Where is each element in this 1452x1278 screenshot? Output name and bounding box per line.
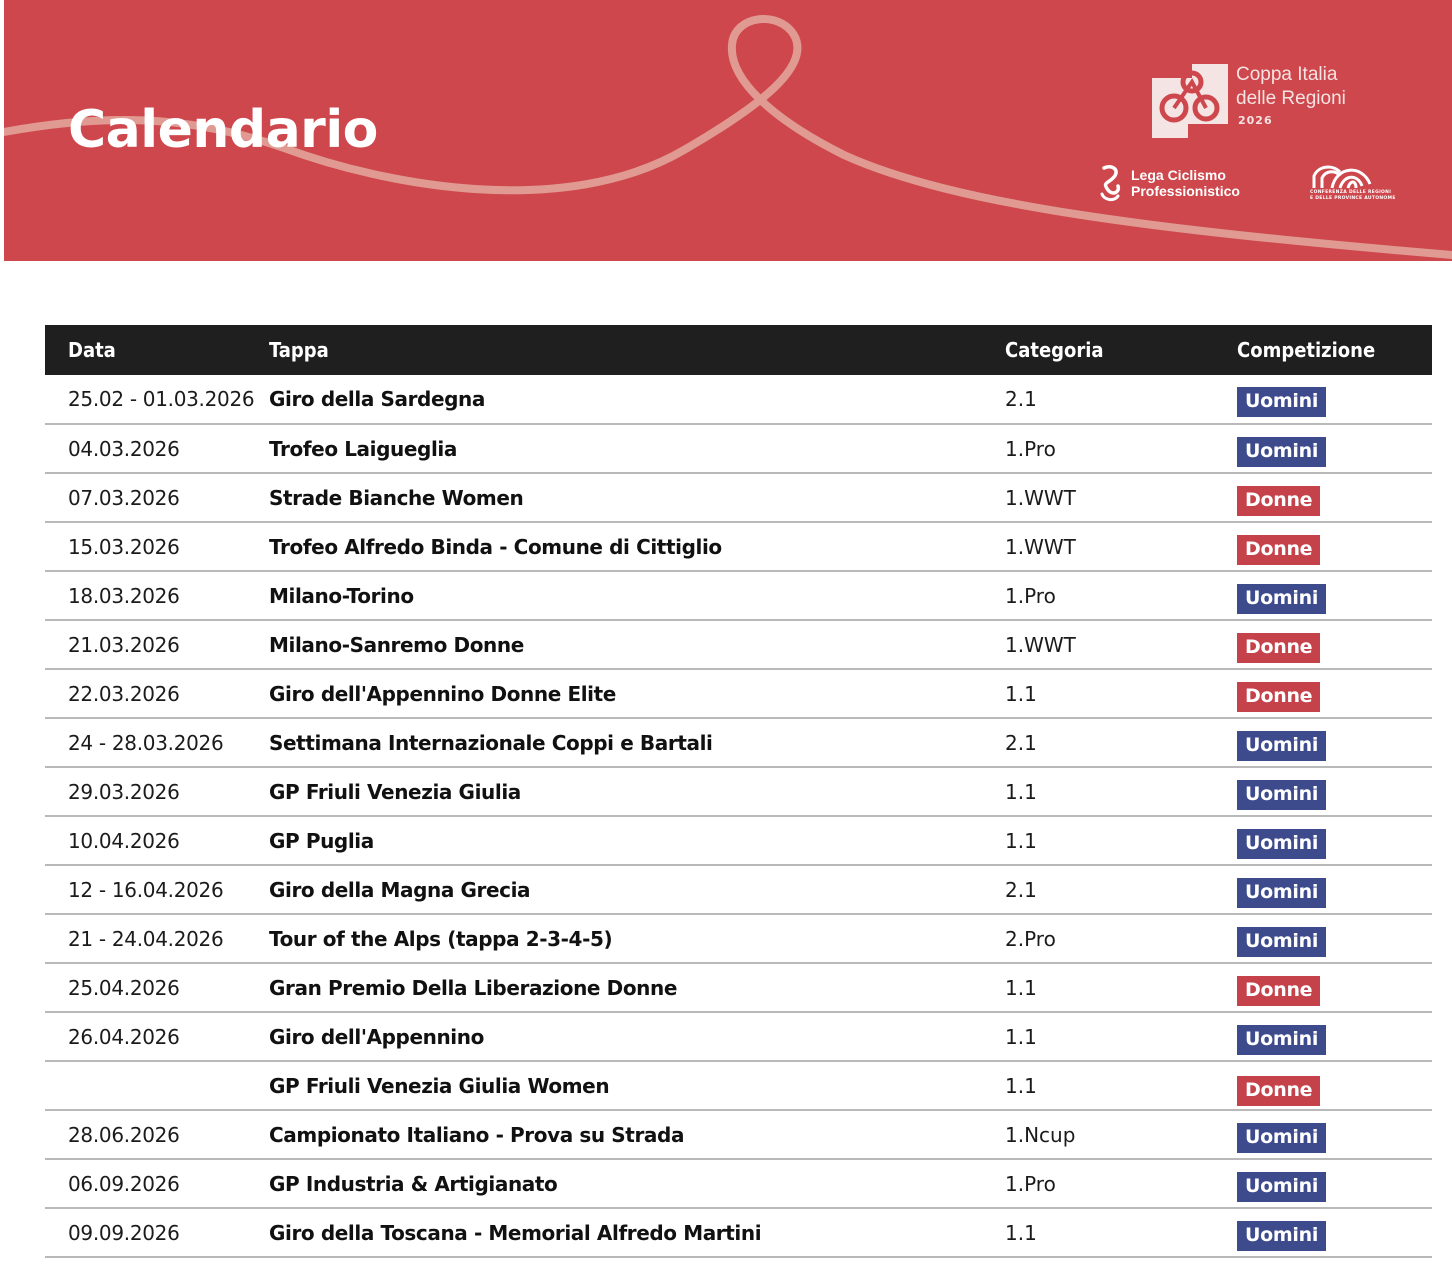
category-cell: 1.WWT [1005, 522, 1237, 571]
category-cell: 1.Ncup [1005, 1110, 1237, 1159]
category-cell: 1.1 [1005, 963, 1237, 1012]
page-title: Calendario [68, 100, 378, 160]
date-cell: 04.03.2026 [45, 424, 269, 473]
date-cell: 09.09.2026 [45, 1208, 269, 1257]
stage-cell: Milano-Sanremo Donne [269, 620, 1005, 669]
table-row [45, 1061, 1432, 1110]
category-cell: 1.Pro [1005, 424, 1237, 473]
lega-text [1131, 167, 1240, 199]
category-cell: 1.1 [1005, 1208, 1237, 1257]
date-cell: 25.02 - 01.03.2026 [45, 375, 269, 424]
competition-badge: Donne [1237, 976, 1320, 1006]
competition-cell [1237, 1012, 1432, 1061]
competition-cell [1237, 963, 1432, 1012]
category-cell: 2.1 [1005, 865, 1237, 914]
table-row [45, 816, 1432, 865]
stage-cell: Giro della Sardegna [269, 375, 1005, 424]
table-row [45, 767, 1432, 816]
competition-badge: Uomini [1237, 731, 1326, 761]
lega-line2: Professionistico [1131, 183, 1240, 199]
table-row [45, 424, 1432, 473]
date-cell: 18.03.2026 [45, 571, 269, 620]
category-cell: 1.Pro [1005, 571, 1237, 620]
header-stage: Tappa [269, 338, 329, 362]
competition-badge: Uomini [1237, 437, 1326, 467]
table-header-row [45, 325, 1432, 375]
competition-cell [1237, 816, 1432, 865]
table-row [45, 914, 1432, 963]
category-cell: 1.Pro [1005, 1159, 1237, 1208]
table-row [45, 375, 1432, 424]
competition-badge: Donne [1237, 535, 1320, 565]
stage-cell: GP Friuli Venezia Giulia Women [269, 1061, 1005, 1110]
competition-badge: Uomini [1237, 829, 1326, 859]
date-cell: 25.04.2026 [45, 963, 269, 1012]
competition-cell [1237, 620, 1432, 669]
stage-cell: GP Industria & Artigianato [269, 1159, 1005, 1208]
stage-cell: Strade Bianche Women [269, 473, 1005, 522]
category-cell: 1.1 [1005, 1061, 1237, 1110]
table-row [45, 473, 1432, 522]
stage-cell: Giro dell'Appennino [269, 1012, 1005, 1061]
competition-cell [1237, 1061, 1432, 1110]
competition-badge: Uomini [1237, 387, 1326, 417]
header-banner [4, 0, 1452, 261]
competition-cell [1237, 522, 1432, 571]
date-cell: 10.04.2026 [45, 816, 269, 865]
competition-cell [1237, 375, 1432, 424]
conf-line1: CONFERENZA DELLE REGIONI [1310, 190, 1392, 195]
coppa-italia-logo-icon [1152, 64, 1228, 138]
category-cell: 1.1 [1005, 669, 1237, 718]
date-cell: 24 - 28.03.2026 [45, 718, 269, 767]
competition-cell [1237, 669, 1432, 718]
competition-badge: Uomini [1237, 1025, 1326, 1055]
category-cell: 1.1 [1005, 1012, 1237, 1061]
table-row [45, 669, 1432, 718]
competition-badge: Donne [1237, 633, 1320, 663]
header-category: Categoria [1005, 338, 1104, 362]
table-row [45, 571, 1432, 620]
table-row [45, 1110, 1432, 1159]
table-row [45, 1159, 1432, 1208]
competition-badge: Uomini [1237, 927, 1326, 957]
competition-cell [1237, 473, 1432, 522]
category-cell: 1.1 [1005, 767, 1237, 816]
competition-cell [1237, 424, 1432, 473]
competition-cell [1237, 718, 1432, 767]
competition-badge: Uomini [1237, 878, 1326, 908]
competition-cell [1237, 914, 1432, 963]
logo-line1: Coppa Italia [1236, 64, 1338, 85]
stage-cell: Giro dell'Appennino Donne Elite [269, 669, 1005, 718]
conferenza-regioni-icon [1310, 162, 1374, 190]
category-cell: 1.WWT [1005, 620, 1237, 669]
header-date: Data [68, 338, 116, 362]
stage-cell: Gran Premio Della Liberazione Donne [269, 963, 1005, 1012]
table-row [45, 1012, 1432, 1061]
competition-badge: Uomini [1237, 780, 1326, 810]
logo-line2: delle Regioni [1236, 88, 1346, 109]
competition-cell [1237, 1159, 1432, 1208]
competition-badge: Uomini [1237, 1123, 1326, 1153]
table-row [45, 865, 1432, 914]
table-body [45, 375, 1432, 1257]
stage-cell: Milano-Torino [269, 571, 1005, 620]
date-cell: 21.03.2026 [45, 620, 269, 669]
header-competition: Competizione [1237, 338, 1376, 362]
date-cell: 07.03.2026 [45, 473, 269, 522]
stage-cell: GP Friuli Venezia Giulia [269, 767, 1005, 816]
competition-cell [1237, 571, 1432, 620]
category-cell: 1.WWT [1005, 473, 1237, 522]
competition-cell [1237, 1208, 1432, 1257]
stage-cell: Giro della Toscana - Memorial Alfredo Martini [269, 1208, 1005, 1257]
date-cell: 29.03.2026 [45, 767, 269, 816]
table-row [45, 963, 1432, 1012]
stage-cell: Settimana Internazionale Coppi e Bartali [269, 718, 1005, 767]
competition-cell [1237, 865, 1432, 914]
competition-badge: Donne [1237, 486, 1320, 516]
table-row [45, 522, 1432, 571]
calendar-table [45, 325, 1432, 1258]
competition-badge: Donne [1237, 682, 1320, 712]
stage-cell: GP Puglia [269, 816, 1005, 865]
competition-badge: Donne [1237, 1076, 1320, 1106]
logo-text [1236, 63, 1346, 111]
date-cell: 26.04.2026 [45, 1012, 269, 1061]
stage-cell: Trofeo Laigueglia [269, 424, 1005, 473]
competition-cell [1237, 1110, 1432, 1159]
conferenza-text [1310, 190, 1396, 202]
date-cell: 06.09.2026 [45, 1159, 269, 1208]
table-row [45, 1208, 1432, 1257]
logo-year: 2026 [1238, 114, 1273, 127]
table-row [45, 620, 1432, 669]
competition-badge: Uomini [1237, 584, 1326, 614]
category-cell: 2.1 [1005, 375, 1237, 424]
competition-badge: Uomini [1237, 1172, 1326, 1202]
competition-badge: Uomini [1237, 1221, 1326, 1251]
date-cell: 21 - 24.04.2026 [45, 914, 269, 963]
competition-cell [1237, 767, 1432, 816]
date-cell [45, 1061, 269, 1110]
category-cell: 1.1 [1005, 816, 1237, 865]
stage-cell: Giro della Magna Grecia [269, 865, 1005, 914]
stage-cell: Trofeo Alfredo Binda - Comune di Cittiglio [269, 522, 1005, 571]
stage-cell: Campionato Italiano - Prova su Strada [269, 1110, 1005, 1159]
date-cell: 22.03.2026 [45, 669, 269, 718]
category-cell: 2.Pro [1005, 914, 1237, 963]
table-row [45, 718, 1432, 767]
date-cell: 12 - 16.04.2026 [45, 865, 269, 914]
stage-cell: Tour of the Alps (tappa 2-3-4-5) [269, 914, 1005, 963]
date-cell: 15.03.2026 [45, 522, 269, 571]
category-cell: 2.1 [1005, 718, 1237, 767]
date-cell: 28.06.2026 [45, 1110, 269, 1159]
conf-line2: E DELLE PROVINCE AUTONOME [1310, 196, 1396, 201]
lega-ciclismo-icon [1098, 164, 1124, 202]
lega-line1: Lega Ciclismo [1131, 167, 1226, 183]
